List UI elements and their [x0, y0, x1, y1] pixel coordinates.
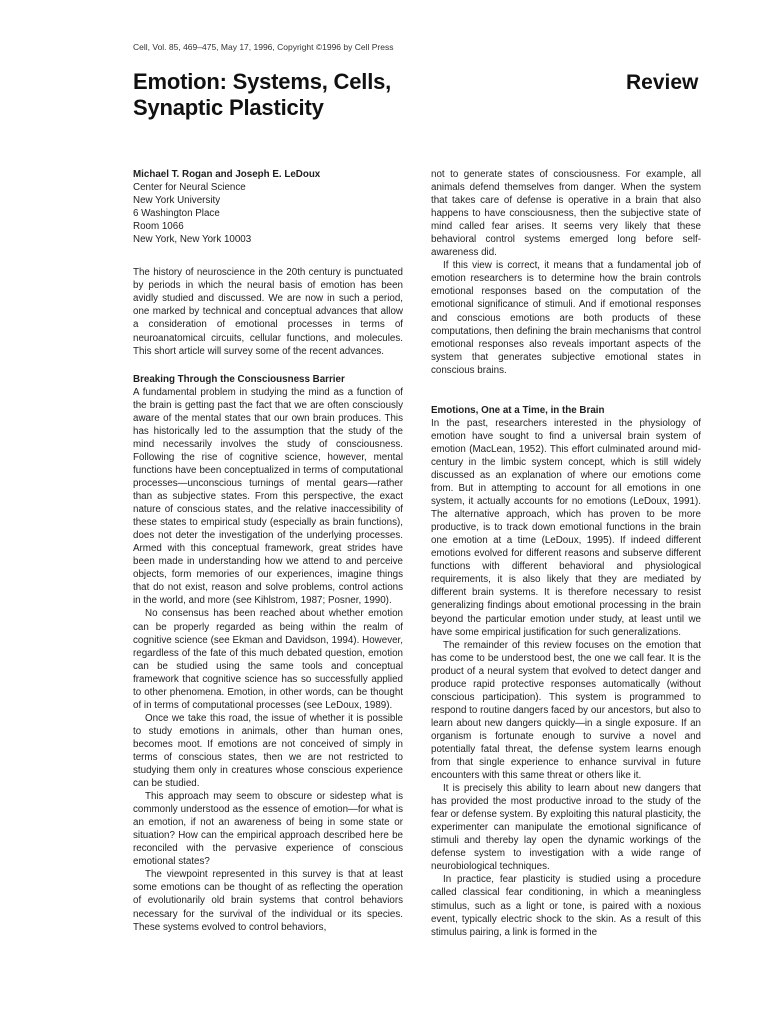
body-paragraph: In practice, fear plasticity is studied using a procedure called classical fear conditioning, in which a meaningless stimulus, such as a light or tone, is paired with a noxious event, typically electric shock to the skin. As a result of this stimulus pairing, a link is formed in the: [431, 874, 701, 938]
body-paragraph: The remainder of this review focuses on the emotion that has come to be understood best, the one we call fear. It is the product of a neural system that evolved to detect danger and produce rapid protective responses automatically (without conscious participation). This system is programmed to respond to routine dangers faced by our ancestors, but also to learn about new dangers quickly—in a single exposure. If an organism is fortunate enough to survive a novel and potentially fatal threat, the defense system learns enough from that single experience to enhance survival in future encounters with this same threat or others like it.: [431, 639, 701, 782]
title-line-2: Synaptic Plasticity: [133, 95, 324, 120]
affiliation-line: New York, New York 10003: [133, 234, 252, 246]
left-column: [133, 168, 403, 934]
body-paragraph: This approach may seem to obscure or sidestep what is commonly understood as the essence of emotion—for what is an emotion, if not an awareness of being in some state or situation? How can the empirical approach described here be reconciled with the pervasive experience of conscious emotional states?: [133, 791, 403, 868]
journal-citation: Cell, Vol. 85, 469–475, May 17, 1996, Copyright ©1996 by Cell Press: [133, 42, 394, 52]
affiliation-line: New York University: [133, 195, 221, 207]
body-paragraph: In the past, researchers interested in the physiology of emotion have sought to find a universal brain system of emotion (MacLean, 1952). This effort culminated around mid-century in the limbic system concept, which is still widely discussed as an explanation of where our emotions come from. But in attempting to account for all emotions in one system, it actually accounts for no emotions (LeDoux, 1991). The alternative approach, which has proven to be more productive, is to track down emotional functions in the brain one emotion at a time (LeDoux, 1995). If indeed different emotions evolved for different reasons and subserve different functions with different behavioral and physiological requirements, it is also likely that they are mediated by different brain systems. It is therefore necessary to resist generalizing findings about emotional processing in the brain beyond the particular emotion under study, at least until we have some empirical justification for such generalizations.: [431, 417, 701, 638]
article-title: [133, 69, 391, 121]
author-names: Michael T. Rogan and Joseph E. LeDoux: [133, 169, 321, 180]
body-paragraph: If this view is correct, it means that a fundamental job of emotion researchers is to determine how the brain controls emotional responses based on the computation of the emotional significance of stimuli. And if emotional responses and conscious emotions are both products of these computations, then defining the brain mechanisms that control emotional responses also reveals important aspects of the system that generates subjective emotional states in conscious brains.: [431, 260, 701, 376]
body-paragraph: A fundamental problem in studying the mind as a function of the brain is getting past the fact that we are often consciously aware of the mental states that our own brain produces. This has historically led to the assumption that the study of the mind necessarily involves the study of consciousness. Following the rise of cognitive science, however, mental functions have been conceptualized in terms of computational processes—unconscious turnings of mental gears—rather than as subjective states. From this perspective, the exact nature of conscious states, and the relative inaccessibility of these states to empirical study (especially as brain functions), does not deter the investigation of the underlying processes. Armed with this conceptual framework, great strides have been made in understanding how we attend to and perceive objects, form memories of our experiences, imagine things that do not exist, reason and solve problems, control actions in the world, and more (see Kihlstrom, 1987; Posner, 1990).: [133, 386, 403, 607]
affiliation-line: Center for Neural Science: [133, 182, 246, 194]
section-label: Review: [626, 71, 699, 94]
affiliation-line: 6 Washington Place: [133, 208, 220, 220]
right-column: [431, 168, 701, 939]
body-paragraph: The viewpoint represented in this survey is that at least some emotions can be thought of as reflecting the operation of evolutionarily old brain systems that control behaviors necessary for the survival of the individual or its species. These systems evolved to control behaviors,: [133, 869, 403, 933]
body-paragraph: not to generate states of consciousness. For example, all animals defend themselves from danger. When the system that takes care of defense is operative in a brain that also happens to have consciousness, then the subjective state of mind called fear arises. It seems very likely that these behavioral control systems emerged long before self-awareness did.: [431, 169, 701, 259]
section-heading-consciousness: Breaking Through the Consciousness Barrier: [133, 373, 345, 385]
abstract-paragraph: The history of neuroscience in the 20th century is punctuated by periods in which the neural basis of emotion has been avidly studied and discussed. We are now in such a period, one marked by technical and conceptual advances that allow a consideration of emotional processes in terms of neuroanatomical circuits, cellular functions, and molecules. This short article will survey some of the recent advances.: [133, 267, 403, 357]
affiliation-line: Room 1066: [133, 221, 184, 233]
section-heading-emotions: Emotions, One at a Time, in the Brain: [431, 404, 605, 416]
body-paragraph: No consensus has been reached about whether emotion can be properly regarded as being within the realm of cognitive science (see Ekman and Davidson, 1994). However, regardless of the fate of this much debated question, emotion can be studied using the same tools and conceptual framework that cognitive science has so successfully applied to other phenomena. Emotion, in other words, can be thought of in terms of computational processes (see LeDoux, 1989).: [133, 608, 403, 711]
body-paragraph: Once we take this road, the issue of whether it is possible to study emotions in animals, other than human ones, becomes moot. If emotions are not conceived of simply in terms of conscious states, then we are not restricted to studying them only in creatures whose conscious experience can be studied.: [133, 712, 403, 790]
body-paragraph: It is precisely this ability to learn about new dangers that has provided the most productive inroad to the study of the fear or defense system. By exploiting this natural plasticity, the experimenter can manipulate the emotional significance of stimuli and thereby lay open the dynamic workings of the defense system to investigation with a wide range of neurobiological techniques.: [431, 783, 701, 873]
title-line-1: Emotion: Systems, Cells,: [133, 69, 392, 94]
